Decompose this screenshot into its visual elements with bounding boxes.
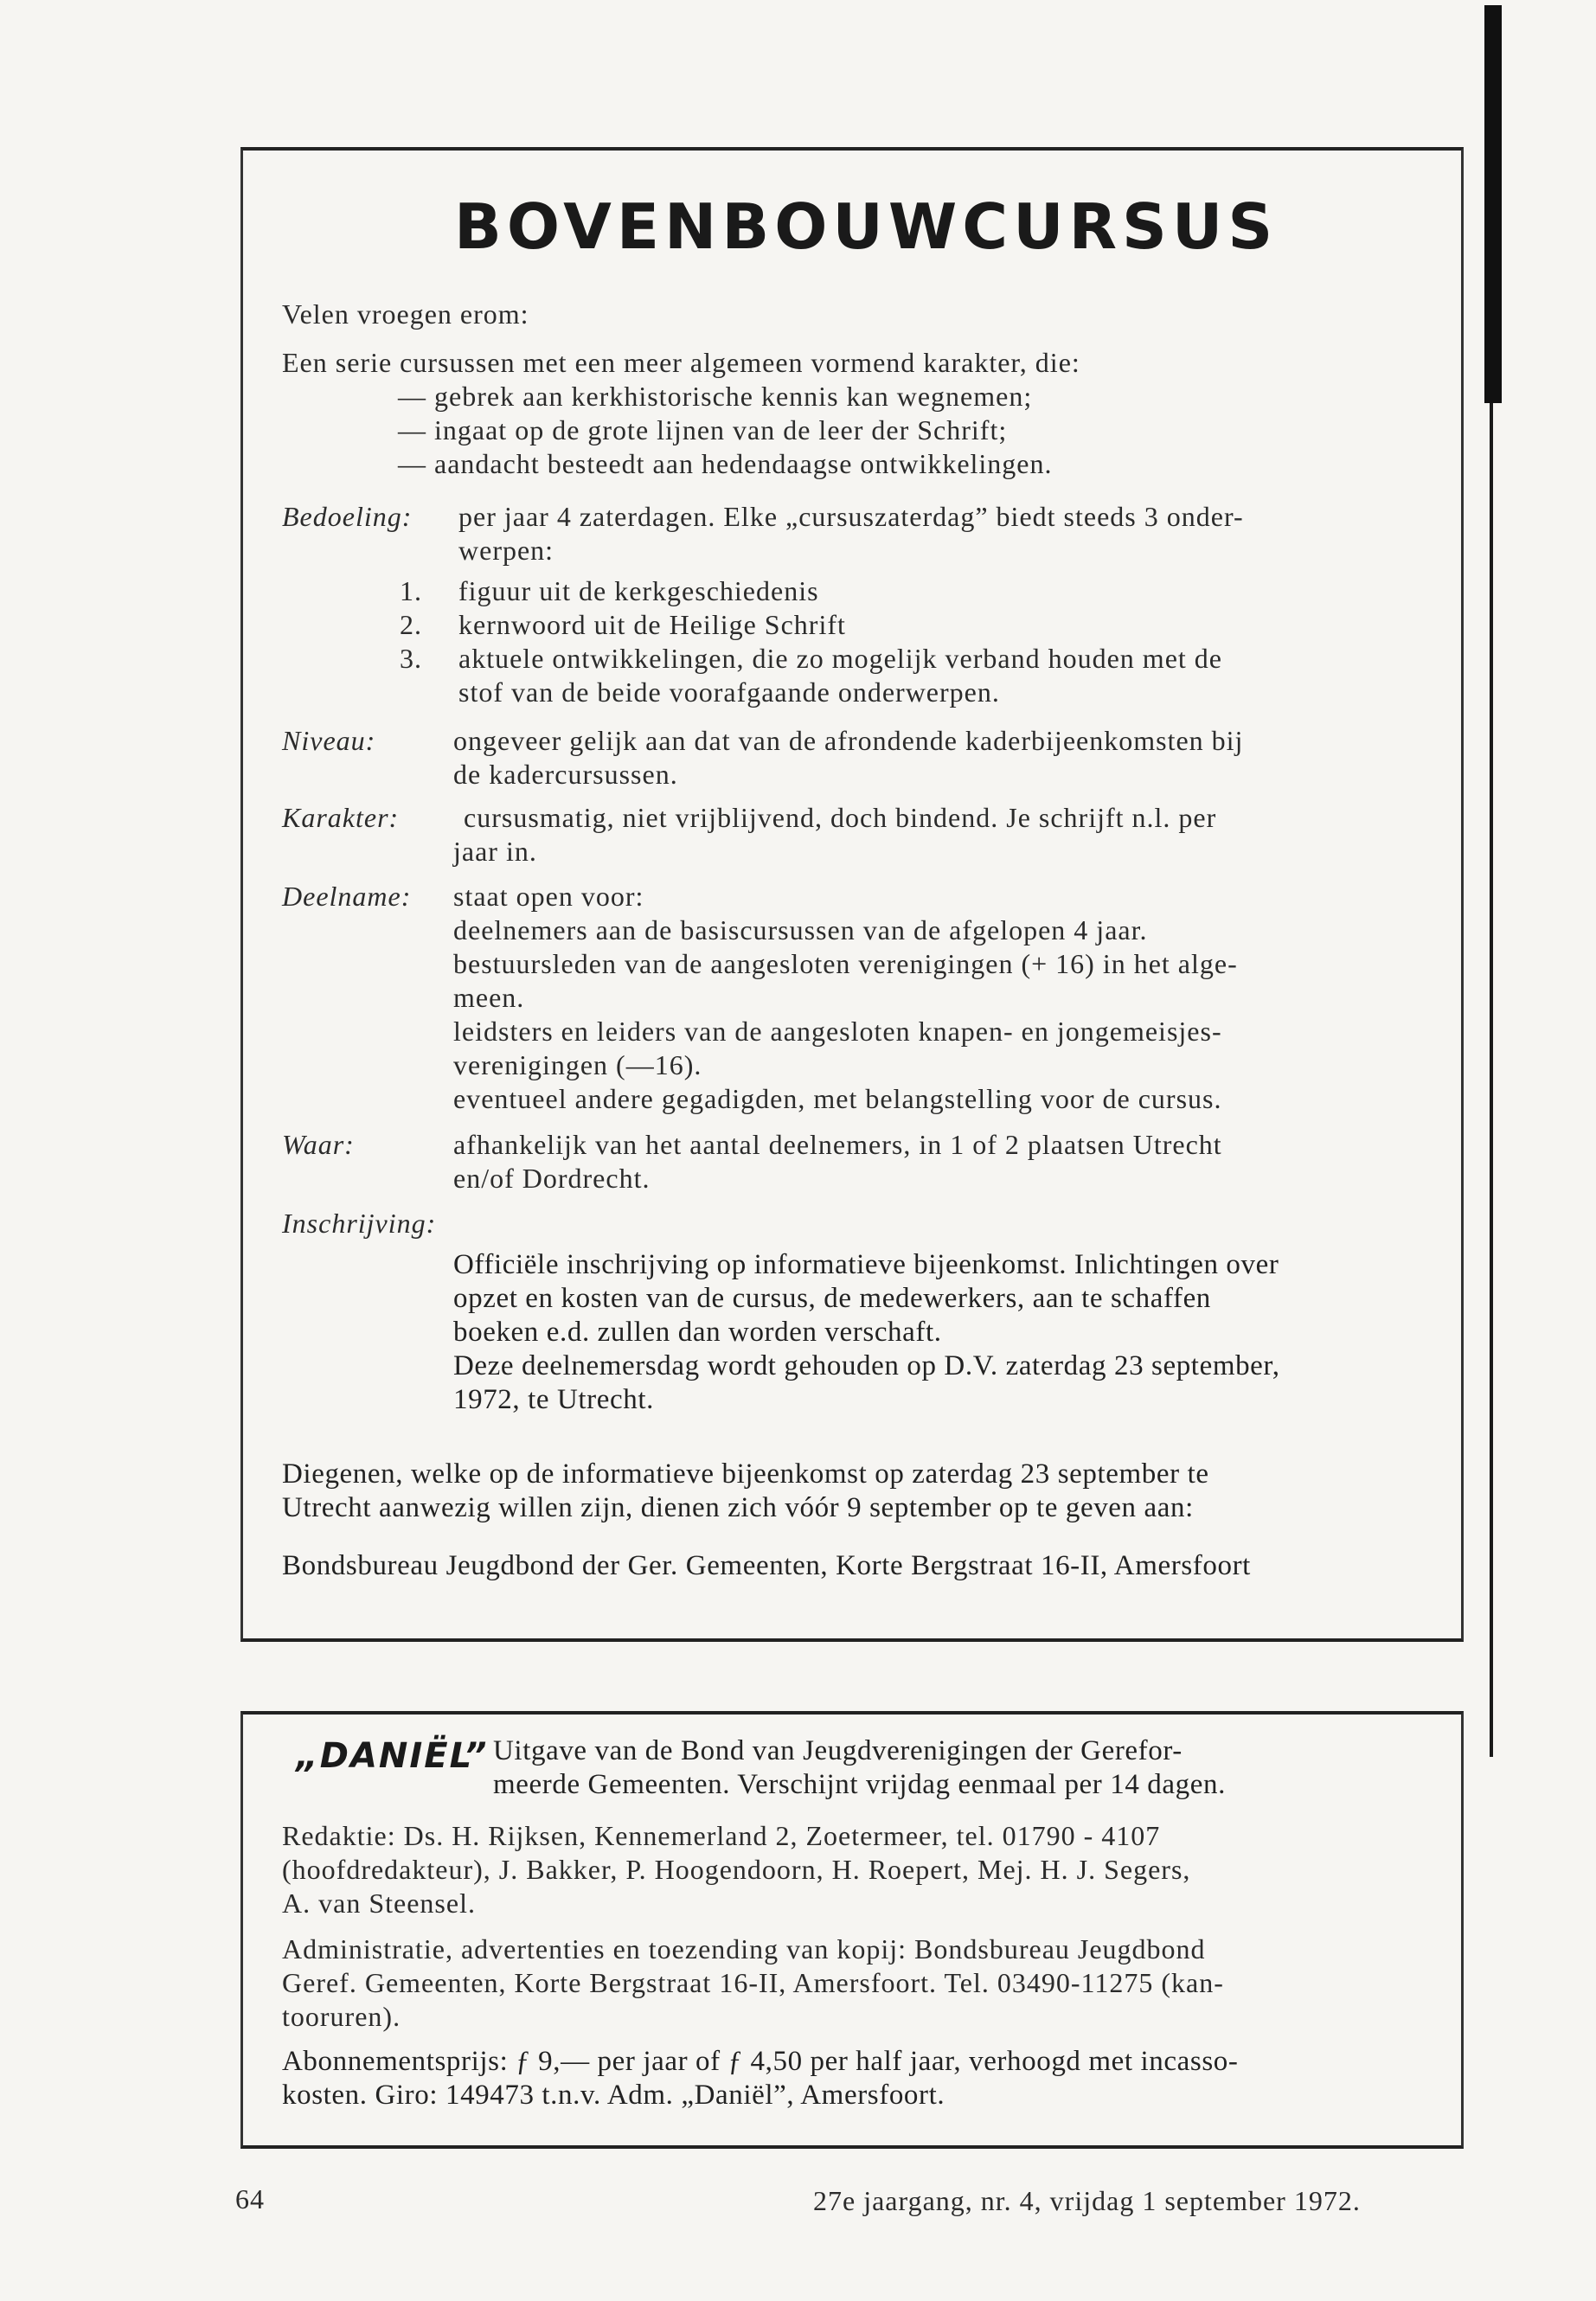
issue-info: 27e jaargang, nr. 4, vrijdag 1 september 1972. xyxy=(813,2185,1361,2216)
inschrijving-text: Officiële inschrijving op informatieve bijeenkomst. Inlichtingen over xyxy=(453,1249,1279,1280)
waar-label: Waar: xyxy=(282,1129,355,1160)
niveau-label: Niveau: xyxy=(282,725,376,756)
intro-text: Velen vroegen erom: xyxy=(282,298,529,330)
niveau-text: de kadercursussen. xyxy=(453,759,678,790)
waar-text: en/of Dordrecht. xyxy=(453,1163,651,1194)
page-title: BOVENBOUWCURSUS xyxy=(454,190,1279,263)
karakter-label: Karakter: xyxy=(282,802,400,833)
deelname-text: staat open voor: xyxy=(453,881,644,912)
subject-number: 3. xyxy=(400,643,422,674)
subject-text: stof van de beide voorafgaande onderwerpen. xyxy=(458,676,1000,708)
deelname-text: deelnemers aan de basiscursussen van de afgelopen 4 jaar. xyxy=(453,914,1148,945)
inschrijving-text: opzet en kosten van de cursus, de medewerkers, aan te schaffen xyxy=(453,1283,1211,1314)
subject-number: 2. xyxy=(400,609,422,640)
margin-bar xyxy=(1484,5,1502,403)
inschrijving-text: 1972, te Utrecht. xyxy=(453,1384,654,1415)
subject-number: 1. xyxy=(400,575,422,606)
page-number: 64 xyxy=(235,2183,265,2214)
series-lead: Een serie cursussen met een meer algemeen vormend karakter, die: xyxy=(282,347,1080,378)
niveau-text: ongeveer gelijk aan dat van de afrondende kaderbijeenkomsten bij xyxy=(453,725,1244,756)
deelname-text: verenigingen (—16). xyxy=(453,1049,702,1080)
subject-text: figuur uit de kerkgeschiedenis xyxy=(458,575,819,606)
administratie-text: Administratie, advertenties en toezending van kopij: Bondsbureau Jeugdbond xyxy=(282,1933,1206,1965)
karakter-text: cursusmatig, niet vrijblijvend, doch bindend. Je schrijft n.l. per xyxy=(464,802,1217,833)
daniel-logo: „DANIËL” xyxy=(296,1736,489,1776)
closing-text: Diegenen, welke op de informatieve bijeenkomst op zaterdag 23 september te xyxy=(282,1458,1209,1490)
deelname-text: bestuursleden van de aangesloten verenigingen (+ 16) in het alge- xyxy=(453,948,1238,979)
deelname-text: meen. xyxy=(453,982,525,1013)
waar-text: afhankelijk van het aantal deelnemers, in 1 of 2 plaatsen Utrecht xyxy=(453,1129,1222,1160)
deelname-label: Deelname: xyxy=(282,881,412,912)
subject-text: aktuele ontwikkelingen, die zo mogelijk verband houden met de xyxy=(458,643,1222,674)
redaktie-text: A. van Steensel. xyxy=(282,1888,476,1919)
subject-text: kernwoord uit de Heilige Schrift xyxy=(458,609,846,640)
publisher-text: meerde Gemeenten. Verschijnt vrijdag eenmaal per 14 dagen. xyxy=(493,1769,1226,1800)
abonnement-text: kosten. Giro: 149473 t.n.v. Adm. „Daniël”, Amersfoort. xyxy=(282,2080,945,2111)
bedoeling-text: per jaar 4 zaterdagen. Elke „cursuszaterdag” biedt steeds 3 onder- xyxy=(458,501,1244,532)
series-item: — aandacht besteedt aan hedendaagse ontwikkelingen. xyxy=(398,448,1053,479)
redaktie-text: (hoofdredakteur), J. Bakker, P. Hoogendoorn, H. Roepert, Mej. H. J. Segers, xyxy=(282,1854,1191,1885)
inschrijving-text: Deze deelnemersdag wordt gehouden op D.V. zaterdag 23 september, xyxy=(453,1350,1280,1381)
bondsbureau-address: Bondsbureau Jeugdbond der Ger. Gemeenten, Korte Bergstraat 16-II, Amersfoort xyxy=(282,1550,1251,1581)
bedoeling-label: Bedoeling: xyxy=(282,501,413,532)
deelname-text: eventueel andere gegadigden, met belangstelling voor de cursus. xyxy=(453,1083,1222,1114)
deelname-text: leidsters en leiders van de aangesloten knapen- en jongemeisjes- xyxy=(453,1016,1222,1047)
margin-line xyxy=(1490,403,1493,1757)
bedoeling-text: werpen: xyxy=(458,535,554,566)
abonnement-text: Abonnementsprijs: ƒ 9,— per jaar of ƒ 4,50 per half jaar, verhoogd met incasso- xyxy=(282,2046,1239,2077)
series-item: — ingaat op de grote lijnen van de leer der Schrift; xyxy=(398,414,1008,445)
administratie-text: Geref. Gemeenten, Korte Bergstraat 16-II, Amersfoort. Tel. 03490-11275 (kan- xyxy=(282,1967,1224,1998)
inschrijving-text: boeken e.d. zullen dan worden verschaft. xyxy=(453,1317,942,1348)
closing-text: Utrecht aanwezig willen zijn, dienen zich vóór 9 september op te geven aan: xyxy=(282,1492,1194,1523)
series-item: — gebrek aan kerkhistorische kennis kan wegnemen; xyxy=(398,381,1033,412)
karakter-text: jaar in. xyxy=(453,836,537,867)
publisher-text: Uitgave van de Bond van Jeugdverenigingen der Gerefor- xyxy=(493,1735,1183,1766)
administratie-text: tooruren). xyxy=(282,2001,401,2032)
redaktie-text: Redaktie: Ds. H. Rijksen, Kennemerland 2, Zoetermeer, tel. 01790 - 4107 xyxy=(282,1820,1161,1851)
inschrijving-label: Inschrijving: xyxy=(282,1208,437,1239)
